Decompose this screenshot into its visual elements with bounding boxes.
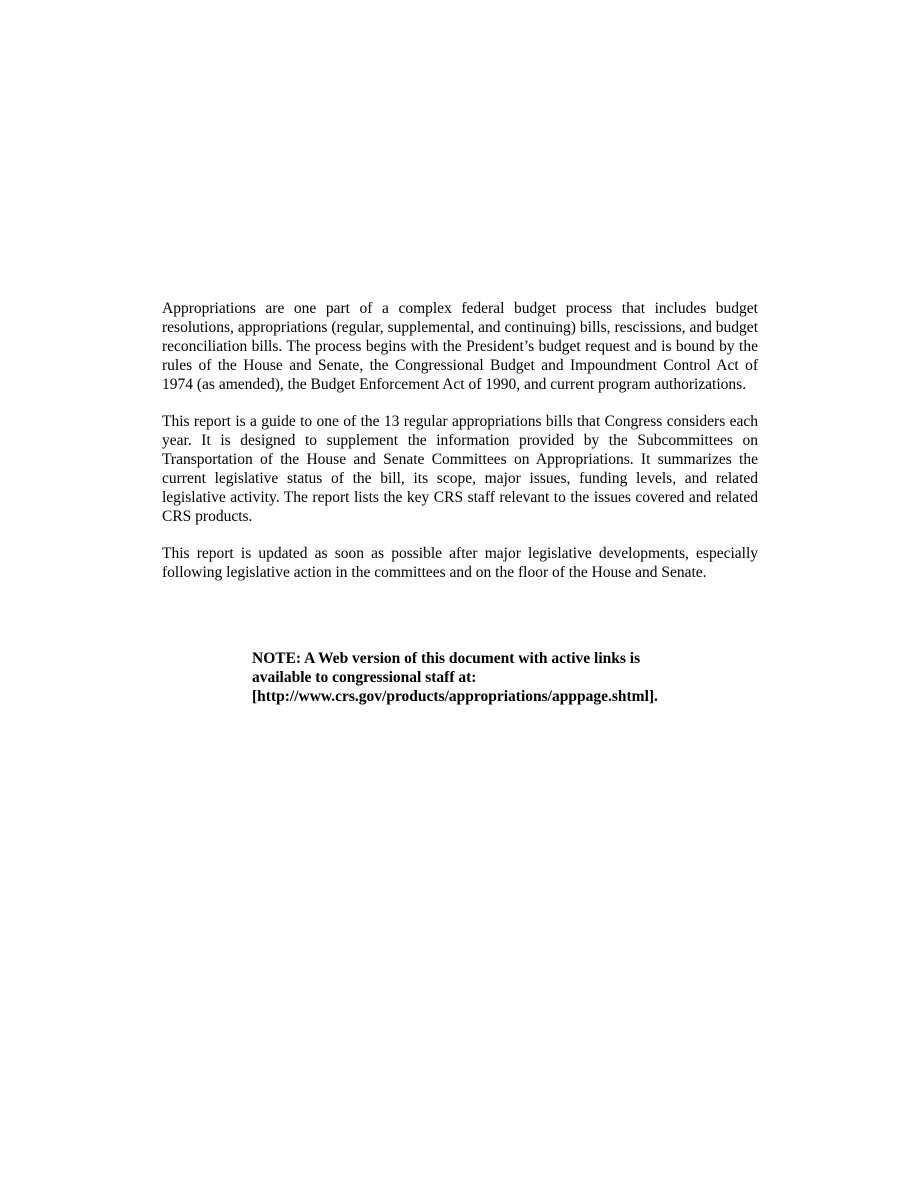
paragraph-report-guide: This report is a guide to one of the 13 regular appropriations bills that Congress considers each year. It is designed to supplement the information provided by the Subcommittees on Transportation of the House and Senate Committees on Appropriations. It summarizes the current legislative status of the bill, its scope, major issues, funding levels, and related legislative activity. The report lists the key CRS staff relevant to the issues covered and related CRS products. [162, 413, 758, 525]
paragraph-appropriations-overview: Appropriations are one part of a complex federal budget process that includes budget resolutions, appropriations (regular, supplemental, and continuing) bills, rescissions, and budget reconciliation bills. The process begins with the President’s budget request and is bound by the rules of the House and Senate, the Congressional Budget and Impoundment Control Act of 1974 (as amended), the Budget Enforcement Act of 1990, and current program authorizations. [162, 300, 758, 393]
document-body [162, 299, 758, 600]
web-version-note [252, 649, 692, 706]
note-url: [http://www.crs.gov/products/appropriations/apppage.shtml]. [252, 688, 658, 705]
note-line-2: available to congressional staff at: [252, 669, 477, 686]
note-line-1: NOTE: A Web version of this document with active links is [252, 650, 641, 667]
paragraph-update-policy: This report is updated as soon as possible after major legislative developments, especially following legislative action in the committees and on the floor of the House and Senate. [162, 545, 758, 581]
